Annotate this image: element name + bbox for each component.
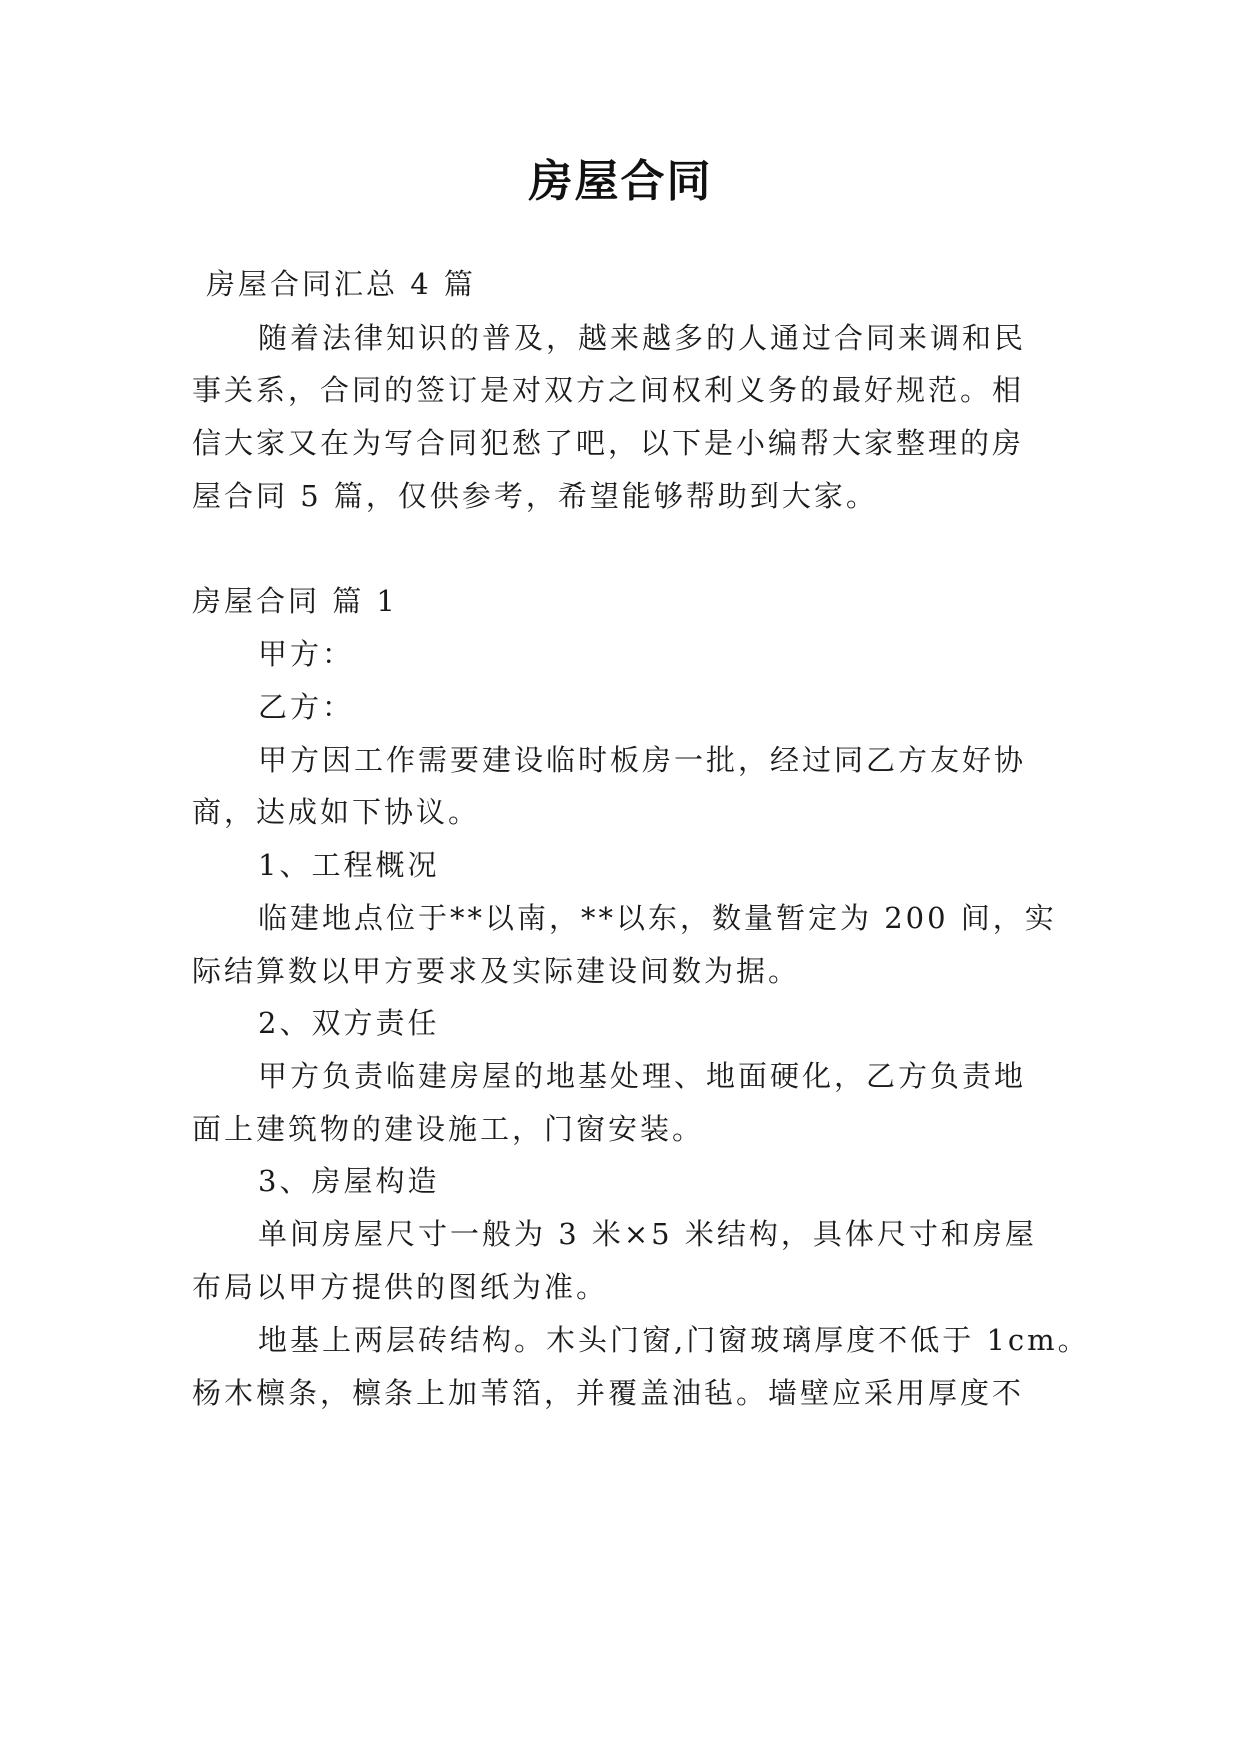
intro-line-4: 屋合同 5 篇，仅供参考，希望能够帮助到大家。 [192,479,878,513]
clause-heading-1: 1、工程概况 [258,848,440,882]
body-line-7: 单间房屋尺寸一般为 3 米×5 米结构，具体尺寸和房屋 [258,1217,1037,1251]
body-line-6: 面上建筑物的建设施工，门窗安装。 [192,1112,705,1146]
intro-line-2: 事关系，合同的签订是对双方之间权利义务的最好规范。相 [192,373,1025,407]
body-line-8: 布局以甲方提供的图纸为准。 [192,1270,609,1304]
party-a-label: 甲方： [258,637,355,671]
clause-heading-3: 3、房屋构造 [258,1164,440,1198]
summary-heading: 房屋合同汇总 4 篇 [206,267,476,301]
intro-line-3: 信大家又在为写合同犯愁了吧，以下是小编帮大家整理的房 [192,426,1025,460]
body-line-2: 商，达成如下协议。 [192,795,481,829]
body-line-1: 甲方因工作需要建设临时板房一批，经过同乙方友好协 [258,743,1027,777]
body-line-10: 杨木檩条，檩条上加苇箔，并覆盖油毡。墙壁应采用厚度不 [192,1376,1025,1410]
body-line-4: 际结算数以甲方要求及实际建设间数为据。 [192,954,801,988]
document-title: 房屋合同 [528,156,713,207]
body-line-3: 临建地点位于**以南，**以东，数量暂定为 200 间，实 [258,901,1057,935]
intro-line-1: 随着法律知识的普及，越来越多的人通过合同来调和民 [258,321,1027,355]
body-line-5: 甲方负责临建房屋的地基处理、地面硬化，乙方负责地 [258,1059,1027,1093]
section-heading: 房屋合同 篇 1 [192,584,398,618]
clause-heading-2: 2、双方责任 [258,1006,440,1040]
party-b-label: 乙方： [258,690,355,724]
body-line-9: 地基上两层砖结构。木头门窗,门窗玻璃厚度不低于 1cm。 [258,1323,1090,1357]
